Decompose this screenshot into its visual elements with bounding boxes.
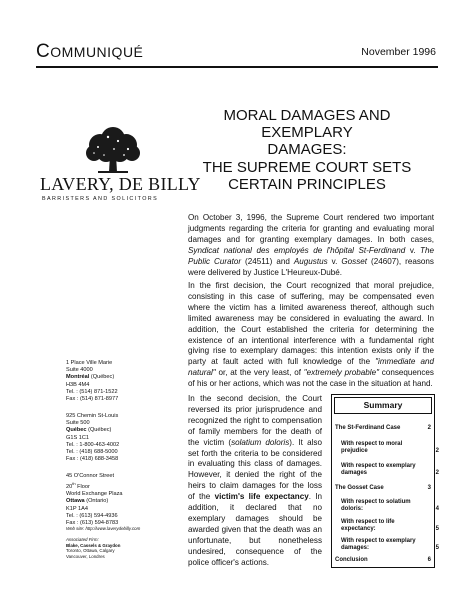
header-rule (36, 66, 438, 68)
summary-box (331, 394, 439, 568)
summary-item[interactable]: The Gosset Case 3 (335, 485, 431, 491)
article-subtitle: THE SUPREME COURT SETS CERTAIN PRINCIPLES (202, 159, 412, 193)
firm-name: LAVERY, DE BILLY (40, 174, 201, 194)
summary-item[interactable]: With respect to exemplary damages: 5 (341, 538, 439, 552)
newsletter-title (36, 41, 143, 63)
office-quebec: 925 Chemin St-Louis Suite 500 Québec (Québec) G1S 1C1 Tel. : 1-800-463-4002 Tel. : (418) 688-5000 Fax : (418) 688-3458 (66, 413, 120, 463)
paragraph-second-decision: In the second decision, the Court reversed its prior jurisprudence and recognized the right to compensation of family members for the death of the victim (solatium doloris). It also set forth the criteria to be considered in evaluating this class of damages. However, it denied the right of the heirs to claim damages for the loss of the victim's life expectancy. In addition, it declared that no exemplary damages should be awarded given that the death was an unfortunate, but nonetheless undesired, consequence of the police officer's actions. (188, 394, 323, 567)
firm-tagline: BARRISTERS AND SOLICITORS (42, 196, 159, 202)
summary-item[interactable]: With respect to moral prejudice 2 (341, 441, 439, 455)
office-montreal: 1 Place Ville Marie Suite 4000 Montréal (Québec) H3B 4M4 Tel. : (514) 871-1522 Fax : (514) 871-8977 (66, 360, 119, 403)
associated-firm: Associated Firm: Blake, Cassels & Graydon Toronto, Ottawa, Calgary Vancouver, Londres (66, 537, 121, 559)
office-ottawa: 45 O'Connor Street 20th Floor World Exchange Plaza Ottawa (Ontario) K1P 1A4 Tel. : (613) 594-4936 Fax : (613) 594-8783 (66, 473, 123, 527)
paragraph-intro: On October 3, 1996, the Supreme Court rendered two important judgments regarding the criteria for granting and evaluating moral damages and for granting exemplary damages. In both cases, Syndicat national des employés de l'hôpital St-Ferdinand v. The Public Curator (24511) and Augustus v. Gosset (24607), reasons were delivered by Justice L'Heureux-Dubé. (188, 213, 434, 277)
title-initial: C (36, 41, 51, 62)
website-link[interactable]: Web site: http://www.laverydebilly.com (66, 526, 141, 531)
paragraph-first-decision: In the first decision, the Court recognized that moral prejudice, consisting in this case of suffering, may be compensated even where the victim has a limited awareness thereof, although such limited awareness may be considered in evaluating the award. In addition, the Court established the criteria for determining the existence of an intentional interference with a fundamental right giving rise to exemplary damages: this intention exists only if the party at fault acted with full knowledge of the "immediate and natural" or, at the very least, of "extremely probable" consequences of his or her actions, which was not the case in the situation at hand. (188, 281, 434, 389)
summary-item[interactable]: Conclusion 6 (335, 557, 431, 563)
summary-item[interactable]: With respect to exemplary damages 2 (341, 463, 439, 477)
article-title: MORAL DAMAGES AND EXEMPLARY DAMAGES: (223, 107, 391, 158)
summary-item[interactable]: With respect to life expectancy: 5 (341, 519, 439, 533)
summary-item[interactable]: The St-Ferdinand Case 2 (335, 425, 431, 431)
summary-title: Summary (334, 397, 432, 414)
title-rest: OMMUNIQUÉ (50, 44, 144, 60)
issue-date: November 1996 (361, 46, 436, 58)
tree-logo-icon (84, 125, 142, 175)
summary-item[interactable]: With respect to solatium doloris: 4 (341, 499, 439, 513)
